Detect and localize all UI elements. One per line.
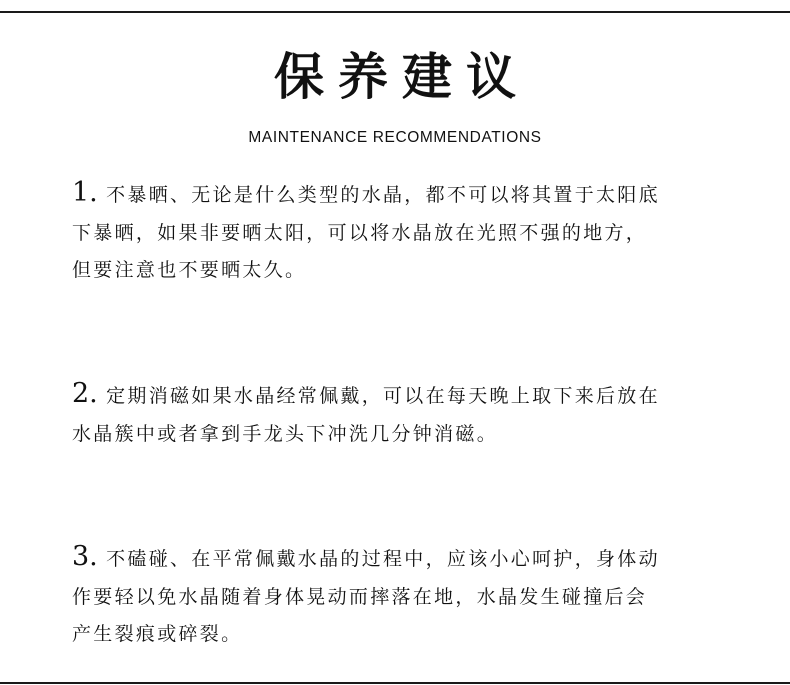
bottom-divider	[0, 682, 790, 684]
recommendation-item-1	[72, 174, 732, 290]
recommendation-line	[72, 538, 732, 579]
item-number: 2.	[72, 378, 98, 409]
recommendation-line: 作要轻以免水晶随着身体晃动而摔落在地，水晶发生碰撞后会	[72, 585, 648, 608]
recommendation-item-3	[72, 538, 732, 654]
page-title: 保养建议	[274, 47, 530, 106]
recommendation-item-2	[72, 375, 732, 453]
recommendation-line	[72, 375, 732, 416]
page-subtitle: MAINTENANCE RECOMMENDATIONS	[248, 129, 542, 146]
item-text: 不磕碰、在平常佩戴水晶的过程中，应该小心呵护，身体动	[106, 548, 660, 570]
item-number: 3.	[72, 541, 98, 572]
item-text: 不暴晒、无论是什么类型的水晶，都不可以将其置于太阳底	[106, 184, 660, 206]
recommendation-line: 但要注意也不要晒太久。	[72, 259, 307, 281]
recommendation-line: 水晶簇中或者拿到手龙头下冲洗几分钟消磁。	[72, 422, 499, 445]
item-number: 1.	[72, 177, 98, 208]
item-text: 定期消磁如果水晶经常佩戴，可以在每天晚上取下来后放在	[106, 385, 660, 407]
recommendation-line: 下暴晒，如果非要晒太阳，可以将水晶放在光照不强的地方，	[72, 221, 648, 244]
top-divider	[0, 11, 790, 13]
recommendation-line	[72, 174, 732, 215]
recommendation-line: 产生裂痕或碎裂。	[72, 623, 243, 645]
